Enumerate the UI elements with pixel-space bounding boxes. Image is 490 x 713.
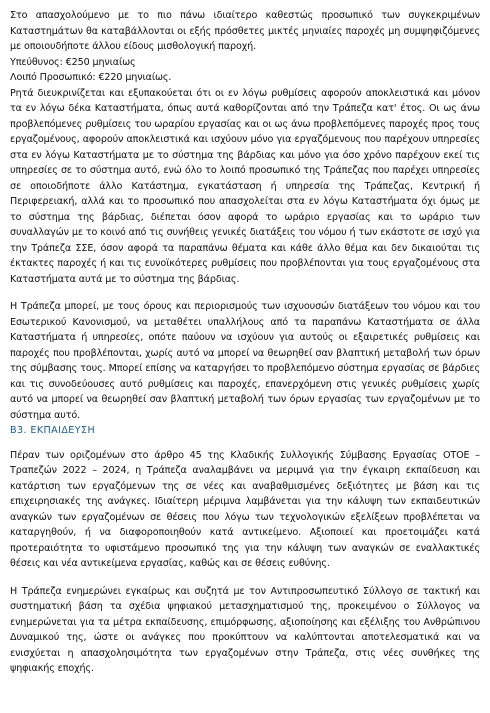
paragraph-clarification: Ρητά διευκρινίζεται και εξυπακούεται ότι οι εν λόγω ρυθμίσεις αφορούν αποκλειστικά και μόνον τα εν λόγω δέκα Καταστήματα, όπως αυτά καθορίζονται από την Τράπεζα κατ' έτος. Οι ως άνω προβλεπόμενες ρυθμίσεις του ωραρίου εργασίας και οι ως άνω προβλεπόμενες παροχές προς τους εργαζομένους, αφορούν αποκλειστικά και ισχύουν μόνο για εργαζόμενους που παρέχουν υπηρεσίες στα εν λόγω Καταστήματα με το σύστημα της βάρδιας και μόνο για όσο χρόνο παρέχουν εκεί τις υπηρεσίες σε το σύστημα αυτό, ενώ όλο το λοιπό προσωπικό της Τράπεζας που παρέχει υπηρεσίες σε οποιοδήποτε άλλο Κατάστημα, εγκατάσταση ή υπηρεσία της Τράπεζας, Κεντρική ή Περιφερειακή, αλλά και το προσωπικό που απασχολείται στα εν λόγω Καταστήματα όχι όμως με το σύστημα της βάρδιας, διέπεται όσον αφορά το ωράριο εργασίας και το ωράριο των συναλλαγών με το κοινό από τις συνήθεις γενικές διατάξεις του νόμου ή των εκάστοτε σε ισχύ για την Τράπεζα ΣΣΕ, όσον αφορά τα παραπάνω θέματα και κάθε άλλο θέμα και δεν δικαιούται τις έκτακτες παροχές ή και τις ευνοϊκότερες ρυθμίσεις που προβλέπονται για τους εργαζομένους στα Καταστήματα αυτά με το σύστημα της βάρδιας. xyxy=(10,87,480,285)
section-heading-training: Β3. ΕΚΠΑΙΔΕΥΣΗ xyxy=(10,425,96,436)
allowance-line-manager: Υπεύθυνος: €250 μηνιαίως xyxy=(10,56,136,68)
allowance-line-other-staff: Λοιπό Προσωπικό: €220 μηνιαίως. xyxy=(10,72,172,83)
paragraph-transfers: Η Τράπεζα μπορεί, με τους όρους και περιορισμούς των ισχυουσών διατάξεων του νόμου και του Εσωτερικού Κανονισμού, να μεταθέτει υπαλλήλους από τα παραπάνω Καταστήματα σε άλλα Καταστήματα ή υπηρεσίες, οπότε παύουν να ισχύουν για αυτούς οι εξαιρετικές ρυθμίσεις και παροχές που προβλέπονται, χωρίς αυτό να μπορεί να θεωρηθεί σαν βλαπτική μεταβολή των όρων της σύμβασης τους. Μπορεί επίσης να καταργήσει το προβλεπόμενο σύστημα εργασίας σε βάρδιες και τις συνοδεύουσες αυτό ρυθμίσεις και παροχές, επανερχόμενη στις γενικές ρυθμίσεις χωρίς αυτό να μπορεί να θεωρηθεί σαν βλαπτική μεταβολή των όρων εργασίας των εργαζομένων με το σύστημα αυτό. xyxy=(10,301,480,421)
paragraph-training: Πέραν των οριζομένων στο άρθρο 45 της Κλαδικής Συλλογικής Σύμβασης Εργασίας ΟΤΟΕ – Τραπεζών 2022 – 2024, η Τράπεζα αναλαμβάνει να μεριμνά για την έγκαιρη εκπαίδευση και κατάρτιση των εργαζόμενων της σε νέες και αναβαθμισμένες δεξιότητες με βάση και τις επιχειρησιακές της ανάγκες. Ιδιαίτερη μέριμνα λαμβάνεται για την κάλυψη των εκπαιδευτικών αναγκών των εργαζομένων σε θέσεις που λόγω των τεχνολογικών εξελίξεων προβλέπεται να καταργηθούν, ή να διαφοροποιηθούν κατά αντικείμενο. Αξιοποιεί και προετοιμάζει κατά προτεραιότητα το υφιστάμενο προσωπικό της για την κάλυψη των αναγκών σε εναλλακτικές θέσεις και νέα αντικείμενα εργασίας, καθώς και σε θέσεις ευθύνης. xyxy=(10,449,480,569)
paragraph-intro: Στο απασχολούμενο με το πιο πάνω ιδιαίτερο καθεστώς προσωπικό των συγκεκριμένων Καταστημάτων θα καταβάλλονται οι εξής πρόσθετες μικτές μηνιαίες παροχές μη συμψηφιζόμενες με οποιουδήποτε άλλου είδους μισθολογική παροχή. xyxy=(10,10,480,52)
paragraph-digital-transformation: Η Τράπεζα ενημερώνει εγκαίρως και συζητά με τον Αντιπροσωπευτικό Σύλλογο σε τακτική και συστηματική βάση τα σχέδια ψηφιακού μετασχηματισμού της, προκειμένου ο Σύλλογος να ενημερώνεται για τα μέτρα εκπαίδευσης, επιμόρφωσης, αξιοποίησης και εξέλιξης του Ανθρώπινου Δυναμικού της, ώστε οι ανάγκες που προκύπτουν να καλύπτονται αποτελεσματικά και να ενισχύεται η απασχολησιμότητα των εργαζομένων στην Τράπεζα, στις νέες συνθήκες της ψηφιακής εποχής. xyxy=(10,585,480,674)
